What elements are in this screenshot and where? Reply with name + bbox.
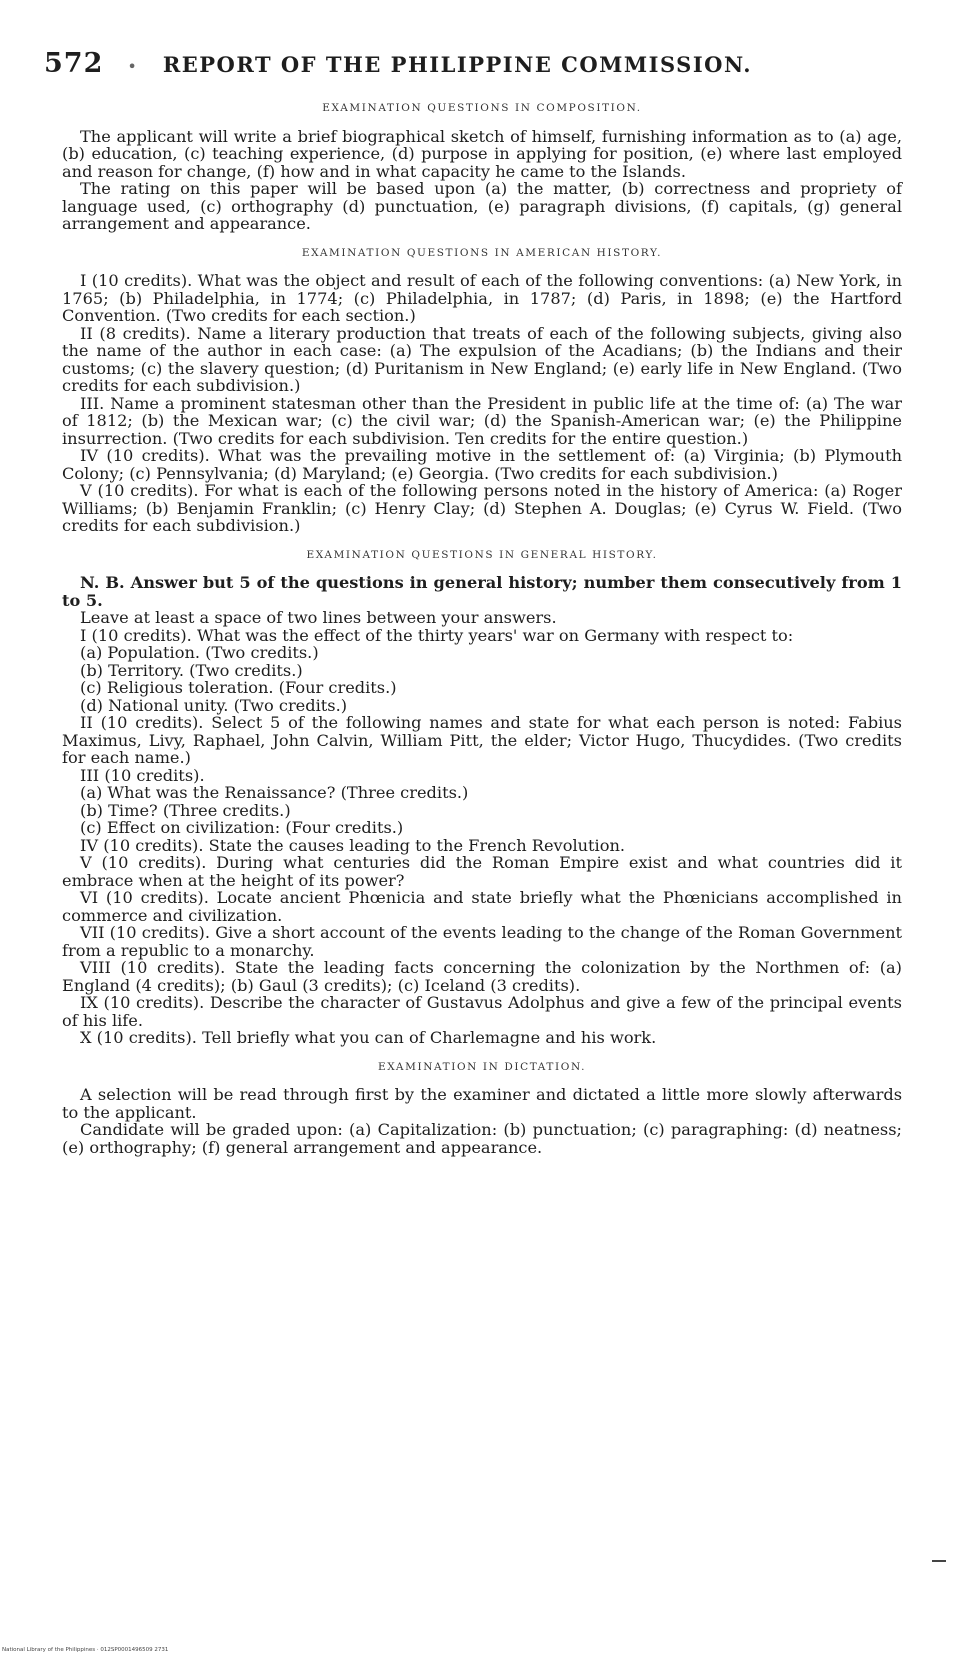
scan-source-tag: National Library of the Philippines · 012SP0001496509 2731 — [2, 1647, 169, 1653]
page-body — [62, 100, 902, 1156]
composition-paragraph: The rating on this paper will be based upon (a) the matter, (b) correctness and propriety of language used, (c) orthography (d) punctuation, (e) paragraph divisions, (f) capitals, (g) general arrangement and appearance. — [62, 179, 902, 233]
running-head — [44, 48, 904, 79]
question-subitem: (a) Population. (Two credits.) — [80, 643, 319, 662]
section-heading-american-history: EXAMINATION QUESTIONS IN AMERICAN HISTORY. — [301, 246, 663, 259]
general-history-question: V (10 credits). During what centuries did the Roman Empire exist and what countries did it embrace when at the height of its power? — [62, 853, 902, 890]
scan-edge-mark — [932, 1560, 946, 1562]
general-history-question: IX (10 credits). Describe the character of Gustavus Adolphus and give a few of the principal events of his life. — [62, 993, 902, 1030]
general-history-instruction: Leave at least a space of two lines between your answers. — [80, 608, 557, 627]
american-history-question: IV (10 credits). What was the prevailing motive in the settlement of: (a) Virginia; (b) Plymouth Colony; (c) Pennsylvania; (d) Maryland; (e) Georgia. (Two credits for each subdivision.) — [62, 446, 902, 483]
general-history-question: IV (10 credits). State the causes leading to the French Revolution. — [80, 835, 626, 855]
section-heading-composition: EXAMINATION QUESTIONS IN COMPOSITION. — [322, 102, 642, 114]
composition-paragraph: The applicant will write a brief biographical sketch of himself, furnishing information as to (a) age, (b) education, (c) teaching experience, (d) purpose in applying for position, (e) where last employed and reason for change, (f) how and in what capacity he came to the Islands. — [62, 126, 902, 181]
running-title: REPORT OF THE PHILIPPINE COMMISSION. — [162, 52, 753, 77]
section-heading-dictation: EXAMINATION IN DICTATION. — [377, 1060, 587, 1073]
question-subitem: (d) National unity. (Two credits.) — [80, 695, 348, 715]
general-history-question: VIII (10 credits). State the leading facts concerning the colonization by the Northmen of: (a) England (4 credits); (b) Gaul (3 credits); (c) Iceland (3 credits). — [62, 958, 902, 995]
header-separator-dot: • — [127, 57, 137, 76]
general-history-note: N. B. Answer but 5 of the questions in general history; number them consecutively from 1 to 5. — [62, 573, 902, 610]
general-history-question: III (10 credits). — [80, 765, 205, 785]
page-number: 572 — [44, 48, 104, 79]
general-history-question: VI (10 credits). Locate ancient Phœnicia and state briefly what the Phœnicians accomplished in commerce and civilization. — [62, 888, 902, 925]
general-history-question: II (10 credits). Select 5 of the following names and state for what each person is noted: Fabius Maximus, Livy, Raphael, John Calvin, William Pitt, the elder; Victor Hugo, Thucydides. (Two credits for each name.) — [62, 713, 902, 767]
american-history-question: V (10 credits). For what is each of the following persons noted in the history of America: (a) Roger Williams; (b) Benjamin Franklin; (c) Henry Clay; (d) Stephen A. Douglas; (e) Cyrus W. Field. (Two credits for each subdivision.) — [62, 481, 902, 535]
question-subitem: (c) Religious toleration. (Four credits.) — [80, 678, 397, 697]
american-history-question: III. Name a prominent statesman other than the President in public life at the time of: (a) The war of 1812; (b) the Mexican war; (c) the civil war; (d) the Spanish-American war; (e) the Philippine insurrection. (Two credits for each subdivision. Ten credits for the entire question.) — [62, 393, 902, 448]
dictation-paragraph: A selection will be read through first by the examiner and dictated a little more slowly afterwards to the applicant. — [62, 1085, 902, 1122]
american-history-question: I (10 credits). What was the object and result of each of the following conventions: (a) New York, in 1765; (b) Philadelphia, in 1774; (c) Philadelphia, in 1787; (d) Paris, in 1898; (e) the Hartford Convention. (Two credits for each section.) — [62, 271, 902, 325]
question-subitem: (b) Time? (Three credits.) — [80, 800, 291, 820]
general-history-question: I (10 credits). What was the effect of the thirty years' war on Germany with respect to: — [80, 625, 794, 645]
american-history-question: II (8 credits). Name a literary production that treats of each of the following subjects, giving also the name of the author in each case: (a) The expulsion of the Acadians; (b) the Indians and their customs; (c) the slavery question; (d) Puritanism in New England; (e) early life in New England. (Two credits for each subdivision.) — [62, 323, 902, 395]
question-subitem: (a) What was the Renaissance? (Three credits.) — [80, 783, 469, 802]
dictation-paragraph: Candidate will be graded upon: (a) Capitalization: (b) punctuation; (c) paragraphing: (d) neatness; (e) orthography; (f) general arrangement and appearance. — [62, 1120, 902, 1157]
general-history-question: X (10 credits). Tell briefly what you can of Charlemagne and his work. — [80, 1028, 657, 1047]
general-history-question: VII (10 credits). Give a short account of the events leading to the change of the Roman Government from a republic to a monarchy. — [62, 923, 902, 960]
question-subitem: (c) Effect on civilization: (Four credits.) — [80, 818, 404, 837]
section-heading-general-history: EXAMINATION QUESTIONS IN GENERAL HISTORY. — [306, 548, 658, 561]
question-subitem: (b) Territory. (Two credits.) — [80, 660, 303, 680]
